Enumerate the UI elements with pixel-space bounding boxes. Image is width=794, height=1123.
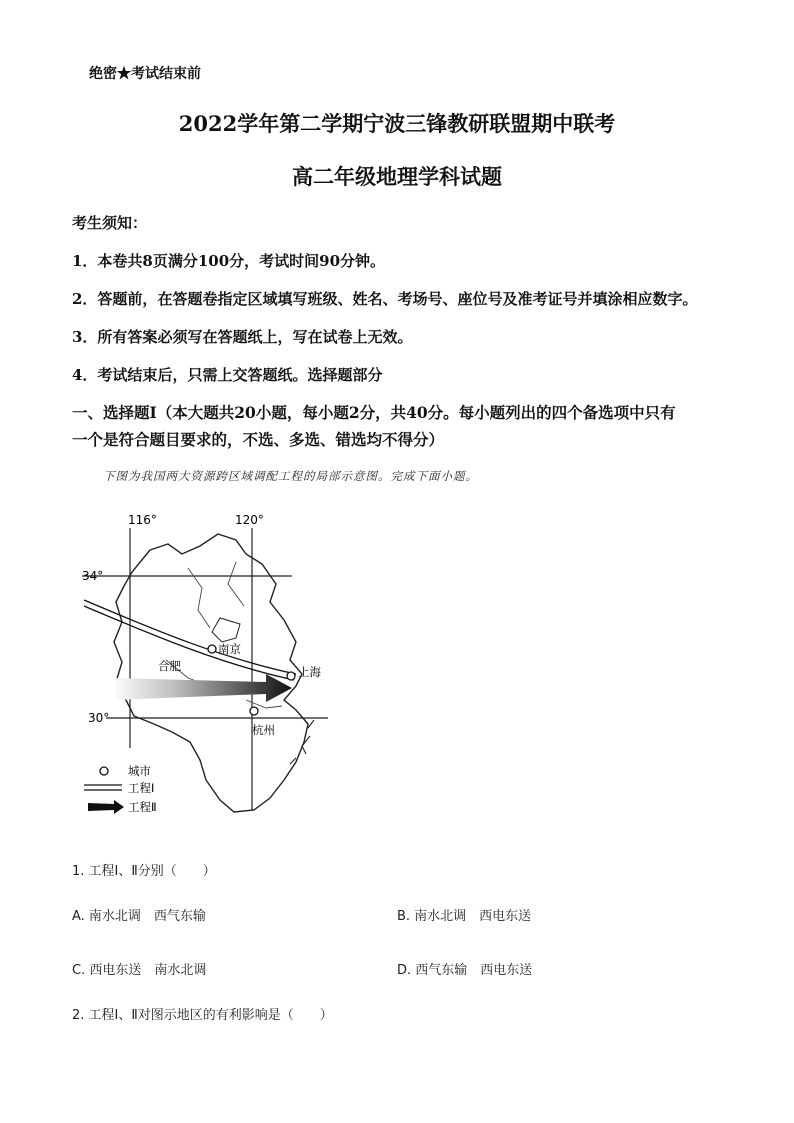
legend-city-icon	[100, 767, 108, 775]
exam-title: 2022学年第二学期宁波三锋教研联盟期中联考	[178, 111, 616, 136]
lon-label-116: 116°	[128, 513, 157, 527]
lon-label-120: 120°	[235, 513, 264, 527]
question-1-option-b[interactable]: B. 南水北调 西电东送	[397, 909, 532, 924]
legend-project2-icon	[88, 800, 124, 814]
city-marker	[208, 645, 216, 653]
city-label-hefei: 合肥	[158, 659, 181, 673]
exam-subtitle: 高二年级地理学科试题	[292, 164, 502, 189]
question-1-option-d[interactable]: D. 西气东输 西电东送	[397, 963, 533, 978]
question-1-option-c[interactable]: C. 西电东送 南水北调	[72, 963, 207, 978]
confidential-mark: 绝密★考试结束前	[89, 66, 201, 82]
city-label-shanghai: 上海	[298, 665, 321, 679]
question-intro: 下图为我国两大资源跨区域调配工程的局部示意图。完成下面小题。	[103, 469, 478, 483]
lat-label-34: 34°	[82, 569, 104, 583]
project2-arrow	[112, 674, 292, 702]
notice-item: 1．本卷共8页满分100分，考试时间90分钟。	[72, 252, 386, 270]
notice-item: 2．答题前，在答题卷指定区域填写班级、姓名、考场号、座位号及准考证号并填涂相应数字。	[72, 290, 698, 308]
island-marks	[290, 720, 314, 764]
city-marker	[287, 672, 295, 680]
city-marker	[250, 707, 258, 715]
legend-city-label: 城市	[128, 764, 151, 778]
question-1-stem: 1. 工程Ⅰ、Ⅱ分别（ ）	[72, 864, 216, 879]
question-1-option-a[interactable]: A. 南水北调 西气东输	[72, 909, 206, 924]
notice-heading: 考生须知：	[72, 214, 148, 232]
city-label-nanjing: 南京	[218, 642, 241, 656]
region-map	[70, 510, 360, 830]
section-heading-line2: 一个是符合题目要求的，不选、多选、错选均不得分）	[72, 430, 445, 449]
section-heading-line1: 一、选择题Ⅰ（本大题共20小题，每小题2分，共40分。每小题列出的四个备选项中只有	[72, 403, 676, 422]
notice-item: 4．考试结束后，只需上交答题纸。选择题部分	[72, 366, 383, 384]
city-label-hangzhou: 杭州	[252, 723, 275, 737]
legend-project1-label: 工程Ⅰ	[128, 781, 155, 795]
lake-shape	[212, 618, 240, 642]
question-2-stem: 2. 工程Ⅰ、Ⅱ对图示地区的有利影响是（ ）	[72, 1008, 333, 1023]
legend-project2-label: 工程Ⅱ	[128, 800, 157, 814]
notice-item: 3．所有答案必须写在答题纸上，写在试卷上无效。	[72, 328, 413, 346]
lat-label-30: 30°	[88, 711, 110, 725]
